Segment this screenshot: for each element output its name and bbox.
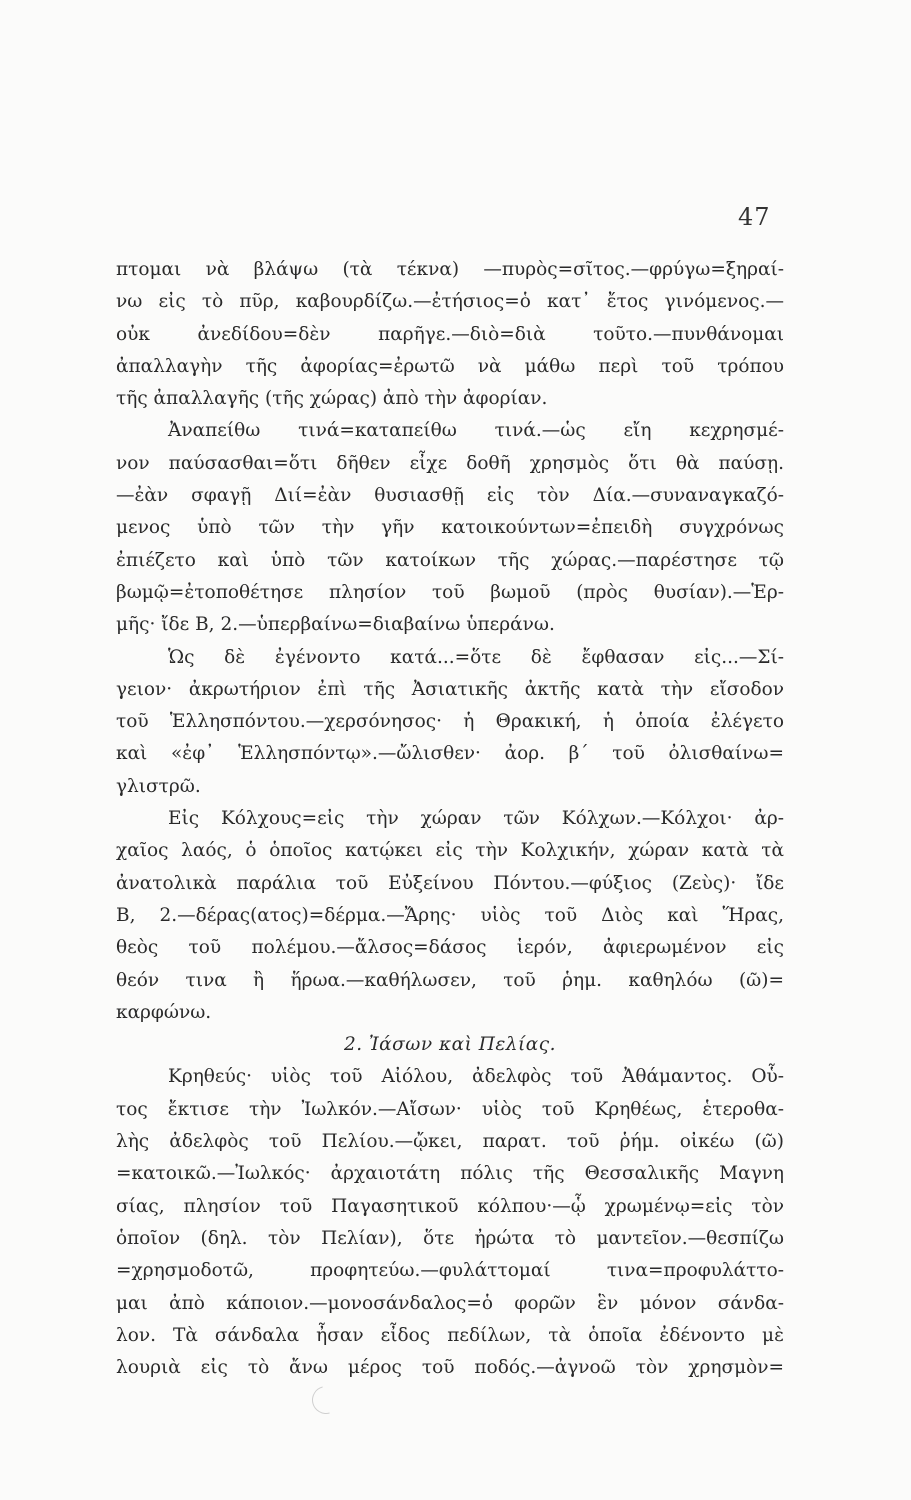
- scan-smudge-mark: [307, 1381, 345, 1419]
- text-line: τῆς ἀπαλλαγῆς (τῆς χώρας) ἀπὸ τὴν ἀφορίαν.: [116, 388, 548, 410]
- text-line: Εἰς Κόλχους=εἰς τὴν χώραν τῶν Κόλχων.—Κόλχοι· ἀρ-: [168, 808, 784, 830]
- text-line: =κατοικῶ.—Ἰωλκός· ἀρχαιοτάτη πόλις τῆς Θεσσαλικῆς Μαγνη: [116, 1163, 784, 1185]
- text-line: ὁποῖον (δηλ. τὸν Πελίαν), ὅτε ἠρώτα τὸ μαντεῖον.—θεσπίζω: [116, 1227, 784, 1249]
- text-line: νον παύσασθαι=ὅτι δῆθεν εἶχε δοθῆ χρησμὸς ὅτι θὰ παύσῃ.: [116, 452, 784, 474]
- text-line: τοῦ Ἑλλησπόντου.—χερσόνησος· ἡ Θρακική, ἡ ὁποία ἐλέγετο: [116, 711, 784, 733]
- page-number: 47: [738, 203, 771, 231]
- text-line: τος ἔκτισε τὴν Ἰωλκόν.—Αἴσων· υἱὸς τοῦ Κρηθέως, ἑτεροθα-: [116, 1098, 784, 1120]
- text-line: καρφώνω.: [116, 1001, 212, 1023]
- text-line: Β, 2.—δέρας(ατος)=δέρμα.—Ἄρης· υἱὸς τοῦ Διὸς καὶ Ἥρας,: [116, 904, 784, 926]
- text-line: Κρηθεύς· υἱὸς τοῦ Αἰόλου, ἀδελφὸς τοῦ Ἀθάμαντος. Οὗ-: [168, 1066, 784, 1088]
- text-line: λὴς ἀδελφὸς τοῦ Πελίου.—ᾤκει, παρατ. τοῦ ῥήμ. οἰκέω (ῶ): [116, 1131, 784, 1153]
- text-line: γειον· ἀκρωτήριον ἐπὶ τῆς Ἀσιατικῆς ἀκτῆς κατὰ τὴν εἴσοδον: [116, 678, 784, 700]
- text-line: καὶ «ἐφ᾽ Ἑλλησπόντῳ».—ὤλισθεν· ἀορ. β´ τοῦ ὀλισθαίνω=: [116, 743, 784, 765]
- text-line: ἀπαλλαγὴν τῆς ἀφορίας=ἐρωτῶ νὰ μάθω περὶ τοῦ τρόπου: [116, 355, 784, 377]
- text-line: βωμῷ=ἐτοποθέτησε πλησίον τοῦ βωμοῦ (πρὸς θυσίαν).—Ἑρ-: [116, 581, 784, 603]
- text-line: μενος ὑπὸ τῶν τὴν γῆν κατοικούντων=ἐπειδὴ συγχρόνως: [116, 517, 784, 539]
- text-line: οὐκ ἀνεδίδου=δὲν παρῆγε.—διὸ=διὰ τοῦτο.—πυνθάνομαι: [116, 323, 784, 345]
- text-line: πτομαι νὰ βλάψω (τὰ τέκνα) —πυρὸς=σῖτος.—φρύγω=ξηραί-: [116, 259, 784, 280]
- text-line: μῆς· ἴδε Β, 2.—ὑπερβαίνω=διαβαίνω ὑπεράνω.: [116, 614, 555, 636]
- text-line: λον. Τὰ σάνδαλα ἦσαν εἶδος πεδίλων, τὰ ὁποῖα ἐδένοντο μὲ: [116, 1324, 784, 1346]
- text-line: Ὡς δὲ ἐγένοντο κατά...=ὅτε δὲ ἔφθασαν εἰς...—Σί-: [168, 646, 784, 668]
- text-line: θεόν τινα ἢ ἥρωα.—καθήλωσεν, τοῦ ῥημ. καθηλόω (ῶ)=: [116, 969, 784, 991]
- text-line: μαι ἀπὸ κάποιον.—μονοσάνδαλος=ὁ φορῶν ἓν μόνον σάνδα-: [116, 1292, 784, 1314]
- text-line: σίας, πλησίον τοῦ Παγασητικοῦ κόλπου·—ᾧ χρωμένῳ=εἰς τὸν: [116, 1195, 784, 1217]
- text-line: ἐπιέζετο καὶ ὑπὸ τῶν κατοίκων τῆς χώρας.—παρέστησε τῷ: [116, 549, 784, 571]
- section-heading: 2. Ἰάσων καὶ Πελίας.: [343, 1034, 557, 1056]
- text-line: ἀνατολικὰ παράλια τοῦ Εὐξείνου Πόντου.—φύξιος (Ζεὺς)· ἴδε: [116, 872, 784, 894]
- text-line: =χρησμοδοτῶ, προφητεύω.—φυλάττομαί τινα=προφυλάττο-: [116, 1260, 784, 1282]
- text-line: θεὸς τοῦ πολέμου.—ἄλσος=δάσος ἱερόν, ἀφιερωμένον εἰς: [116, 937, 784, 959]
- text-line: —ἐὰν σφαγῇ Διί=ἐὰν θυσιασθῇ εἰς τὸν Δία.—συναναγκαζό-: [116, 485, 784, 507]
- text-line: νω εἰς τὸ πῦρ, καβουρδίζω.—ἐτήσιος=ὁ κατ᾽ ἔτος γινόμενος.—: [116, 291, 784, 313]
- text-line: γλιστρῶ.: [116, 775, 201, 797]
- text-line: Ἀναπείθω τινά=καταπείθω τινά.—ὡς εἴη κεχρησμέ-: [168, 420, 784, 442]
- commentary-text: [116, 254, 784, 1384]
- text-line: λουριὰ εἰς τὸ ἄνω μέρος τοῦ ποδός.—ἀγνοῶ τὸν χρησμὸν=: [116, 1357, 784, 1379]
- text-line: χαῖος λαός, ὁ ὁποῖος κατῴκει εἰς τὴν Κολχικήν, χώραν κατὰ τὰ: [116, 840, 784, 862]
